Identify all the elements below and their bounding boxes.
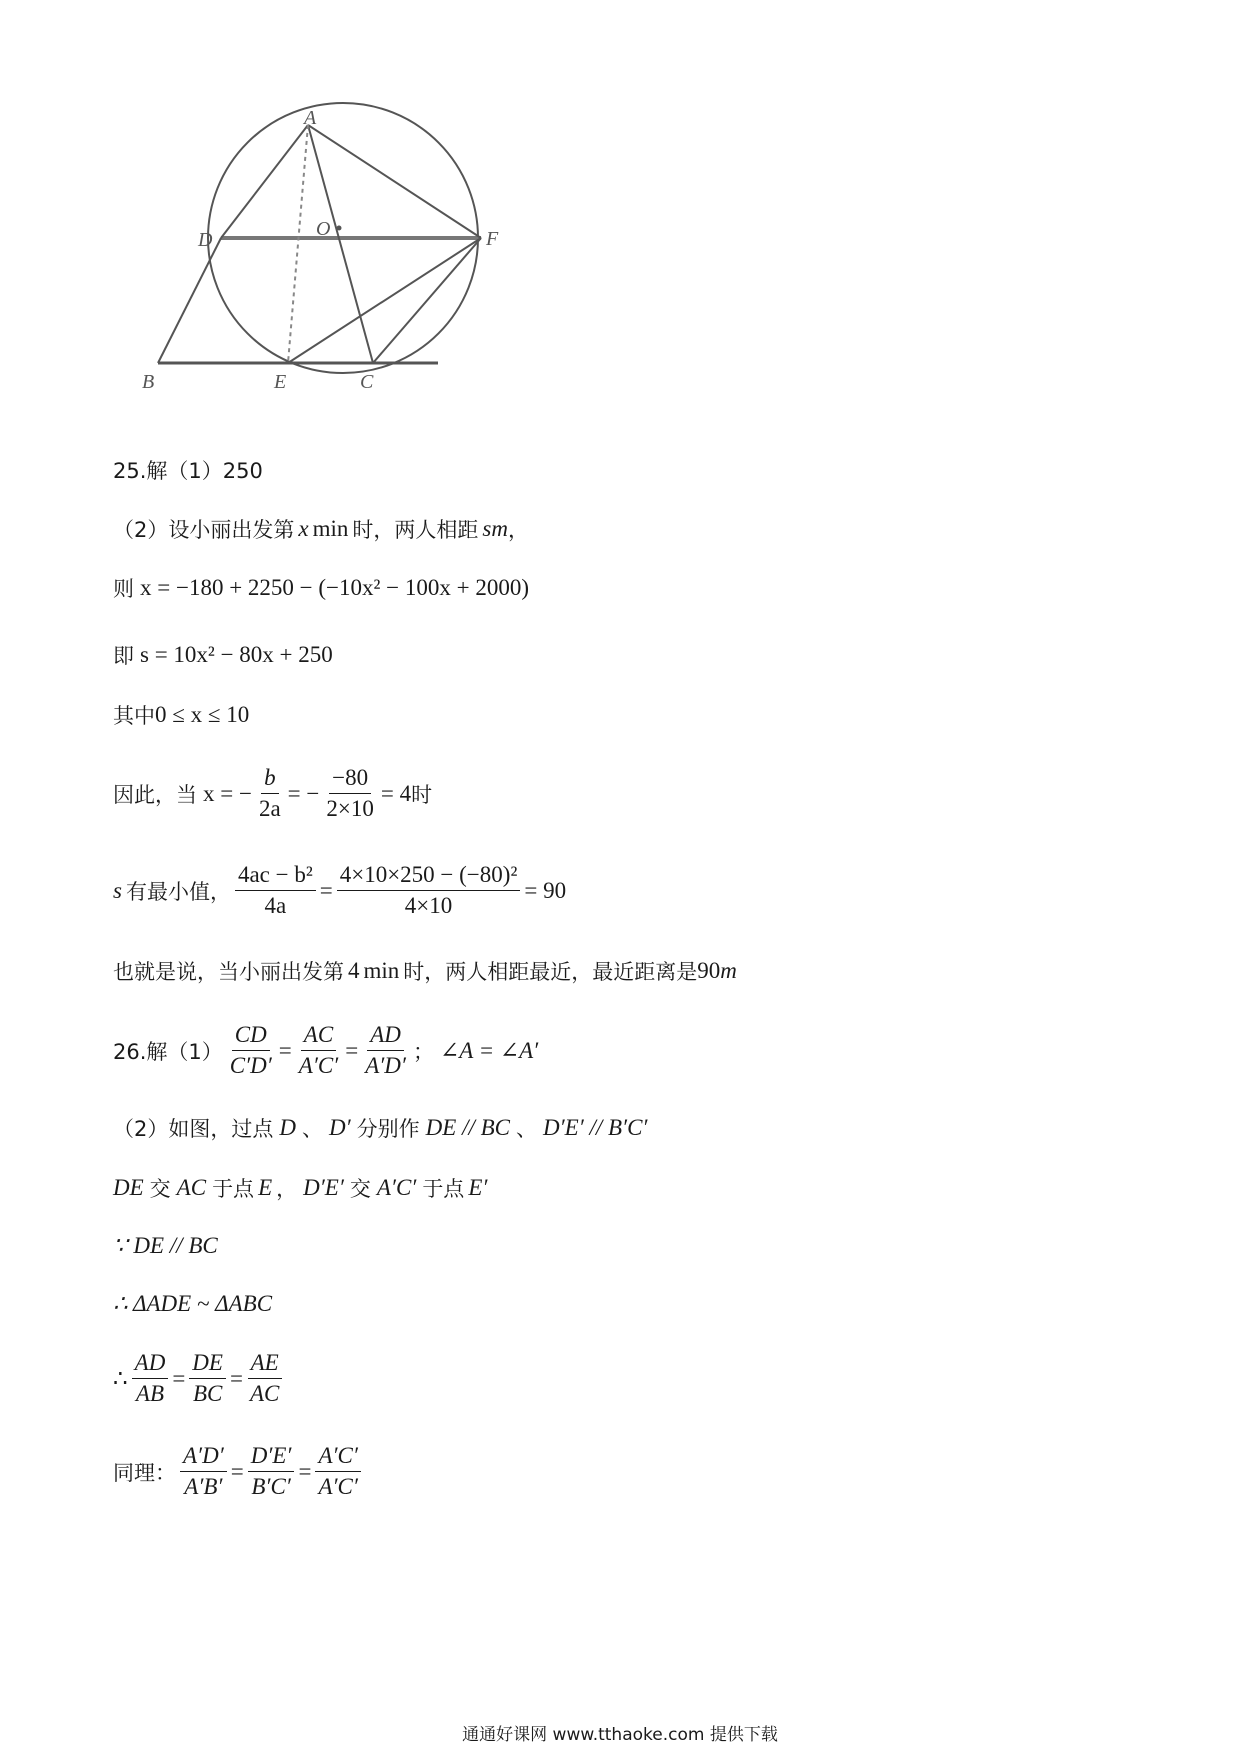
q26-part2-b: 、 [302, 1117, 323, 1141]
q25-concl-a: 也就是说，当小丽出发第 [113, 960, 344, 984]
frac-denominator: A′C′ [318, 1474, 358, 1500]
q25-part2-mid: 时，两人相距 [352, 518, 479, 542]
q26-l2-e: 于点 [422, 1177, 465, 1201]
equals-sign: = [229, 1365, 243, 1391]
q25-part2 [113, 514, 529, 544]
label-c: C [360, 371, 374, 393]
q25-vertex-lhs: x = − [203, 780, 252, 806]
page-footer: 通通好课网 www.tthaoke.com 提供下载 [462, 1725, 778, 1745]
equals-sign: = [230, 1458, 244, 1484]
q26-frac1 [227, 1022, 275, 1080]
q26-therefore1-text: ∴ ΔADE ~ ΔABC [113, 1291, 273, 1316]
label-a: A [304, 107, 317, 129]
q26-part2 [113, 1113, 647, 1143]
q26-part2-p1: DE // BC [425, 1115, 510, 1140]
frac-denominator: 4a [264, 893, 287, 919]
q26-part2-p2: D′E′ // B′C′ [543, 1115, 648, 1140]
q26-part2-d: 、 [516, 1117, 537, 1141]
q25-vertex-rhs: = 4 [380, 780, 412, 806]
center-dot [337, 226, 342, 231]
frac-denominator: 4×10 [404, 893, 453, 919]
segment-db [158, 238, 221, 363]
q25-concl-num: 4 [348, 958, 360, 983]
frac-denominator: 2×10 [326, 796, 374, 822]
segment-ef [288, 238, 481, 363]
q26-s-frac1 [180, 1443, 227, 1501]
q25-conclusion [113, 956, 737, 986]
q25-vertex-mid: = − [287, 780, 320, 806]
q26-part1 [113, 1022, 538, 1080]
q26-l2-DpEp: D′E′ [303, 1175, 344, 1200]
q25-part2-unit: min [312, 516, 349, 541]
q26-s-frac3 [315, 1443, 360, 1501]
label-f: F [486, 228, 499, 250]
q25-concl-unit: min [363, 958, 400, 983]
q26-angle: ∠A = ∠A′ [439, 1037, 539, 1063]
q26-part2-a: （2）如图，过点 [113, 1117, 274, 1141]
equals-sign: = [278, 1037, 292, 1063]
q25-eq1 [113, 573, 529, 603]
q25-concl-m: m [720, 958, 737, 983]
q25-concl-b: 时，两人相距最近，最近距离是 [403, 960, 698, 984]
equals-sign: = [298, 1458, 312, 1484]
q26-part1-prefix: 26.解（1） [113, 1039, 223, 1064]
frac-numerator: AD [132, 1350, 169, 1379]
frac-numerator: AE [248, 1350, 282, 1379]
q25-part2-end: ， [507, 518, 529, 542]
frac-numerator: D′E′ [248, 1443, 295, 1472]
q26-separator: ； [412, 1039, 434, 1064]
frac-denominator: AC [249, 1381, 280, 1407]
segment-ad [221, 125, 308, 238]
q25-range [113, 700, 249, 730]
q26-l2-d: 交 [349, 1177, 371, 1201]
q26-therefore1 [113, 1291, 272, 1317]
frac-denominator: A′C′ [298, 1053, 339, 1079]
frac-numerator: A′C′ [315, 1443, 360, 1472]
frac-numerator: −80 [329, 765, 371, 794]
q26-l2-Ep: E′ [468, 1175, 488, 1200]
frac-denominator: A′B′ [184, 1474, 223, 1500]
q25-eq2-prefix: 即 [113, 644, 134, 668]
q26-similar [113, 1443, 365, 1501]
frac-numerator: CD [232, 1022, 270, 1051]
q25-min-frac2 [337, 862, 521, 920]
q26-l2-ApCp: A′C′ [376, 1175, 417, 1200]
q25-concl-val: 90 [697, 958, 721, 983]
q25-eq2 [113, 640, 333, 670]
q26-part2-D: D [279, 1115, 296, 1140]
q26-therefore2 [113, 1350, 286, 1408]
q25-part2-var: x [298, 516, 309, 541]
q26-t2-frac3 [247, 1350, 282, 1408]
frac-denominator: C′D′ [229, 1053, 272, 1079]
q26-l2-E: E [258, 1175, 273, 1200]
geometry-figure [108, 100, 548, 400]
frac-numerator: A′D′ [180, 1443, 227, 1472]
q26-l2-c: ， [276, 1177, 298, 1201]
dashed-ae [288, 125, 308, 363]
q25-part2-dist: sm [482, 516, 508, 541]
label-b: B [142, 371, 155, 393]
frac-denominator: AB [135, 1381, 165, 1407]
q25-range-prefix: 其中 [113, 704, 155, 728]
q26-l2-DE: DE [113, 1175, 144, 1200]
q25-min-eq: = [319, 877, 333, 903]
q25-eq2-expr: s = 10x² − 80x + 250 [140, 642, 333, 667]
frac-denominator: BC [192, 1381, 223, 1407]
q25-range-expr: 0 ≤ x ≤ 10 [155, 702, 250, 727]
label-d: D [198, 229, 213, 251]
q25-eq1-expr: x = −180 + 2250 − (−10x² − 100x + 2000) [140, 575, 530, 600]
therefore-symbol: ∴ [113, 1365, 128, 1391]
q26-t2-frac1 [132, 1350, 169, 1408]
q25-vertex [113, 765, 432, 823]
q25-vertex-suffix: 时 [411, 782, 433, 807]
q26-because [113, 1233, 218, 1259]
q25-min-rhs: = 90 [524, 877, 567, 903]
q26-frac2 [296, 1022, 341, 1080]
q26-similar-prefix: 同理： [113, 1460, 176, 1485]
frac-numerator: 4×10×250 − (−80)² [337, 862, 521, 891]
frac-numerator: b [261, 765, 279, 794]
q25-min-prefix: 有最小值， [125, 879, 231, 904]
q25-part1 [113, 455, 263, 485]
q25-vertex-frac1 [256, 765, 284, 823]
q25-part1-text: 25.解（1）250 [113, 459, 263, 483]
q25-vertex-frac2 [323, 765, 376, 823]
q25-vertex-prefix: 因此，当 [113, 782, 197, 807]
frac-denominator: A′D′ [365, 1053, 406, 1079]
q25-part2-intro: （2）设小丽出发第 [113, 518, 295, 542]
frac-denominator: 2a [258, 796, 281, 822]
q25-minimum [113, 862, 566, 920]
frac-denominator: B′C′ [251, 1474, 291, 1500]
q26-line2 [113, 1173, 487, 1203]
frac-numerator: AC [301, 1022, 336, 1051]
equals-sign: = [345, 1037, 359, 1063]
q26-part2-Dp: D′ [329, 1115, 351, 1140]
frac-numerator: AD [367, 1022, 404, 1051]
q26-t2-frac2 [189, 1350, 226, 1408]
frac-numerator: 4ac − b² [235, 862, 316, 891]
frac-numerator: DE [189, 1350, 226, 1379]
q25-min-var: s [113, 877, 122, 903]
q26-l2-b: 于点 [212, 1177, 255, 1201]
q26-l2-a: 交 [149, 1177, 171, 1201]
q26-s-frac2 [248, 1443, 295, 1501]
label-o: O [316, 218, 331, 240]
equals-sign: = [172, 1365, 186, 1391]
q25-min-frac1 [235, 862, 316, 920]
q26-part2-c: 分别作 [356, 1117, 420, 1141]
q26-because-text: ∵ DE // BC [113, 1233, 218, 1258]
q26-frac3 [362, 1022, 409, 1080]
q26-l2-AC: AC [176, 1175, 207, 1200]
label-e: E [274, 371, 287, 393]
q25-eq1-prefix: 则 [113, 577, 134, 601]
